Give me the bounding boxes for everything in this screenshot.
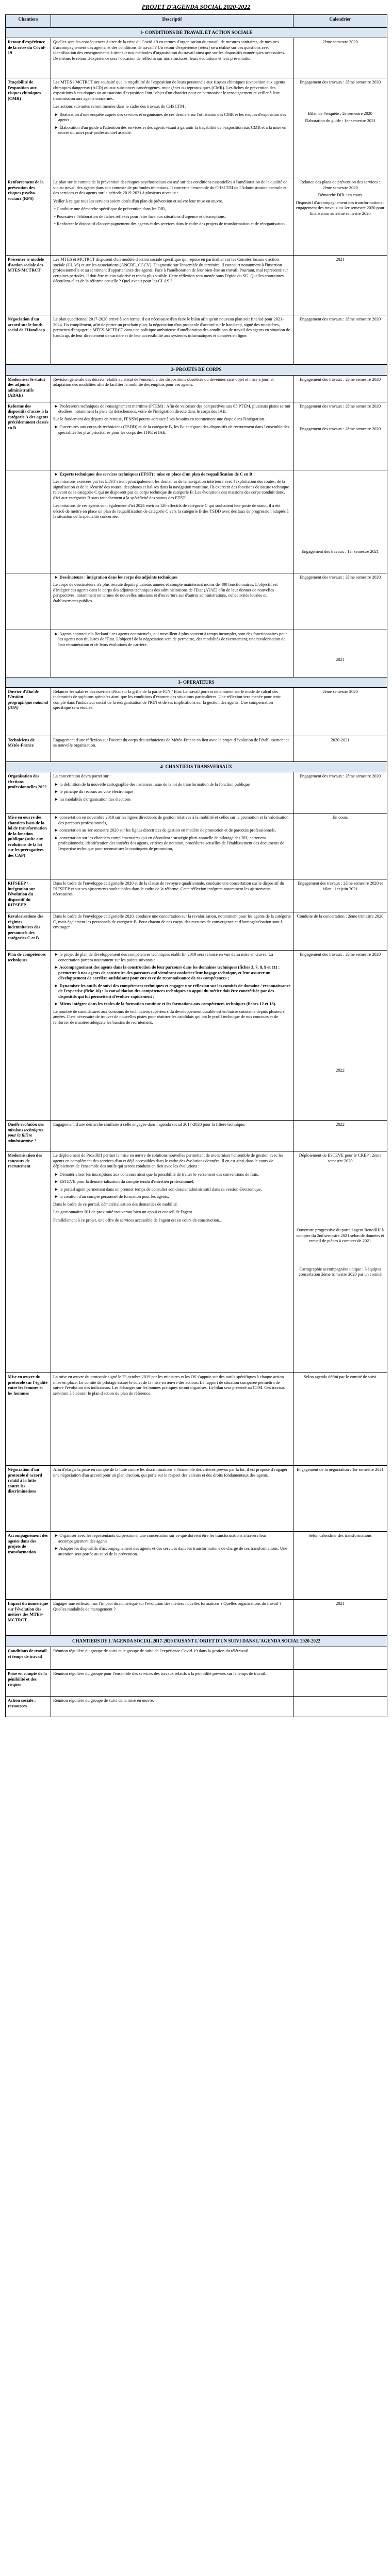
section-heading: 2- PROJETS DE CORPS — [6, 365, 387, 375]
row-label: Quelle évolution des missions techniques pour la filière administrative ? — [6, 1121, 51, 1151]
row-description: Afin d'élargir la prise en compte de la lutte contre les discriminations à l'ensemble des critères prévus par la loi, il est proposé d'engager une négociation d'un accord pour un plan d'action, qui porte sur le respect des valeurs et des droits fondamentaux des agents. — [51, 1466, 293, 1532]
row-description: Les MTES / MCTRCT ont souhaité que la traçabilité de l'exposition de leurs personnels aux risques chimiques (exposition aux agents chimiques dangereux (ACD) ou aux substances cancérogènes, mutagènes ou reprotoxiques (CMR). Les fiches de prévention des expositions à ces risques ou attestations d'exposition l'ont l'objet d'un chantier pour en harmoniser le renseignement et veiller à leur transmission aux agents concernés. Les actions suivantes seront menées dans le cadre des travaux de CHSCTM : ► Réalisation d'une enquête auprès des services et organismes de ces derniers sur l'utilisation des CMR et les risques d'exposition des agents ; ► Élaboration d'un guide à l'attention des services et des agents visant à garantir la traçabilité de l'exposition aux CMR et à la mise en œuvre du suivi post-professionnel associé. — [51, 78, 293, 178]
section-heading: 1- CONDITIONS DE TRAVAIL ET ACTION SOCIALE — [6, 28, 387, 38]
row-label: Reforme des dispositifs d'accès à la catégorie A des agents précédemment classés en B — [6, 402, 51, 470]
bullet-item: • Conduire une démarche spécifique de prévention dans les DIR, — [53, 207, 291, 212]
row-calendar: Engagement des travaux : 2ème semestre 2020 et bilan : 1er juin 2021 — [293, 879, 387, 912]
bullet-item: ► Dynamiser les outils de suivi des compétences techniques et engager une réflexion sur les comités de domaine / reconnaissance de l'expertise (fiche 10) : la consolidation des compétences techniques en appui du métier doit être concrétisée par des dispositifs qui lui permettent d'évoluer rapidement ; — [53, 984, 291, 1000]
table-row — [6, 402, 387, 470]
row-description: Révision générale des décrets relatifs au statut de l'ensemble des dispositions obsolètes ou devenues sans objet et mise à jour, et adaptation des modalités afin de faciliter la mobilité des emplois pour ces agents. — [51, 375, 293, 402]
row-description: Réunion régulière du groupe de suivi de la mise en œuvre. — [51, 1697, 293, 1717]
row-calendar: Engagement des travaux : 2ème semestre 2020 — [293, 772, 387, 814]
table-row — [6, 1532, 387, 1600]
table-row — [6, 772, 387, 814]
bullet-item: ► concertation sur les chantiers complémentaires qui en découlent : stratégie pluri-annuelle de pilotage des RH, entretiens professionnels, identification des intérêts des agents, critères de notation, procédures actuelles de l'établissement des documents de l'expertise technique pour reconstituer le contingent de promotion, — [53, 836, 291, 852]
row-label: Mise en œuvre du protocole sur l'égalité entre les femmes et les hommes — [6, 1373, 51, 1466]
bullet-item: ► concertation en novembre 2019 sur les lignes directrices de gestion relatives à la mobilité et celles sur la promotion et la valorisation des parcours professionnels, — [53, 815, 291, 826]
row-calendar: Engagement des travaux : 2ème semestre 2020 — [293, 573, 387, 630]
table-row — [6, 1373, 387, 1466]
section-heading: 4- CHANTIERS TRANSVERSAUX — [6, 761, 387, 772]
row-calendar: Engagement des travaux : 2ème semestre 2020 Bilan de l'enquête : 2e semestre 2020 Élaboration du guide : 1er semestre 2021 — [293, 78, 387, 178]
row-label: Revalorisations des régimes indemnitaires des personnels des catégories C et B — [6, 912, 51, 951]
row-description: Dans le cadre de l'enveloppe catégorielle 2020 et de la clause de revoyure quadriennale, conduire une concertation sur le dispositif du RIFSEEP et sur ses ajustements souhaitables dans le cadre de la réforme. Cette réflexion intégrera notamment les ajustements nécessaires. — [51, 879, 293, 912]
table-row — [6, 814, 387, 879]
row-label: Moderniser le statut des adjoints administratifs (ADAE) — [6, 375, 51, 402]
table-row — [6, 879, 387, 912]
table-row — [6, 1600, 387, 1636]
bullet-item: ► le projet de plan de développement des compétences techniques établi fin 2019 sera relancé en vue de sa mise en œuvre. La concertation portera notamment sur les points suivants : — [53, 952, 291, 963]
bullet-item: ► Adapter les dispositifs d'accompagnement des agents et des services dans les transformations de charge de ces transformations. Une attention sera portée au suivi de la prévention. — [53, 1546, 291, 1557]
table-row — [6, 1121, 387, 1151]
bullet-item: ► la définition de la nouvelle cartographie des instances issue de la loi de transformation de la fonction publique — [53, 782, 291, 788]
table-row — [6, 470, 387, 573]
bullet-item: ► concertation au 1er semestre 2020 sur les lignes directrices de gestion en matière de promotion et de parcours professionnels, — [53, 828, 291, 834]
bullet-item: ► les modalités d'organisation des élections — [53, 797, 291, 803]
row-label: Traçabilité de l'exposition aux risques chimiques (CMR) — [6, 78, 51, 178]
row-calendar: 2022 — [293, 1121, 387, 1151]
row-label: Mise en œuvre des chantiers issus de la loi de transformation de la fonction publique (suite aux évolutions de la loi sur les prérogatives des CAP) — [6, 814, 51, 879]
row-calendar: Engagement de la négociation : 1er semestre 2021 — [293, 1466, 387, 1532]
section-heading: CHANTIERS DE L'AGENDA SOCIAL 2017-2020 FAISANT L'OBJET D'UN SUIVI DANS L'AGENDA SOCIAL 2020-2022 — [6, 1636, 387, 1647]
bullet-item: ► la création d'un compte personnel de formation pour les agents, — [53, 1194, 291, 1200]
row-calendar: Engagement des travaux : 2ème semestre 2020 2022 — [293, 951, 387, 1121]
table-row — [6, 178, 387, 256]
header-calendrier: Calendrier — [293, 15, 387, 28]
row-description: Le plan sur le compte de la prévention des risques psychosociaux est axé sur des conditions essentielles à l'amélioration de la qualité de vie au travail des agents dans son contexte de profondes mutations. Il concerne l'ensemble du CHSCTM de l'Administration centrale et des services et des agents sur la période 2019-2021 à plusieurs niveaux : Veiller à ce que tous les services soient dotés d'un plan de prévention et suivre leur mise en œuvre. • Conduire une démarche spécifique de prévention dans les DIR, • Poursuivre l'élaboration de fiches réflexes pour faire face aux situations d'urgence et d'exceptions, • Renforcer le dispositif d'accompagnement des agents et des services dans le cadre des projets de transformation et de réorganisation. — [51, 178, 293, 256]
bullet-item: ► ESTEVE pour la dématérialisation du compte rendu d'entretien professionnel, — [53, 1179, 291, 1185]
row-calendar — [293, 1697, 387, 1717]
table-row — [6, 630, 387, 677]
row-description: Réunion régulière du groupe de suivi et le groupe de suivi de l'expérience Covid-19 dans la gestion du télétravail — [51, 1647, 293, 1670]
row-description — [51, 630, 293, 677]
row-description: ► Professeurs techniques de l'enseignement maritime (PTEM) : Afin de valoriser des perspectives aux 65 PTEM, plusieurs pistes seront étudiées, notamment la piste du détachement, voire de l'intégration directe dans le corps des IAE; Sur le fondement des départs en retraite, l'ENSM pourra adresser à ses besoins en recrutement une étape dans l'intégration. ► Ouvertures aux corps de techniciens (TSDD) et de la catégorie B, les B+ intégrant des dispositifs de recrutement dans l'ensemble des spécialités les plus prioritaires pour les corps des ITPE et IAE. — [51, 402, 293, 470]
bullet-item: • Poursuivre l'élaboration de fiches réflexes pour faire face aux situations d'urgence et d'exceptions, — [53, 214, 291, 220]
row-label: Action sociale : ressources — [6, 1697, 51, 1717]
bullet-item: ► le portail agent permettant dans un premier temps de consulter son dossier administratif dans sa version électronique, — [53, 1187, 291, 1193]
row-label: Modernisation des concours de recrutement — [6, 1151, 51, 1373]
header-descriptif: Descriptif — [51, 15, 293, 28]
row-description: ► Experts techniques des services techniques (ETST) : mise en place d'un plan de requalification de C en B : Les missions exercées par les ETST visent principalement les domaines de la navigation intérieure avec l'exploitation des routes, de la signalisation et de la sécurité des routes, des phares et balises dans la navigation maritime. Ils exercent des fonctions de nature technique relevant de la catégorie C qui ne disposent pas de corps technique de catégorie B. Les évolutions des missions des corps conduit donc, d'ici aux catégories B sans rattachement à la spécificité des statuts des ETST. Les missions de ces agents sont également d'ici 2024 environ 120 effectifs de catégorie C qui souhaitent leur poste de statut, il a été décidé de mettre en place un plan de requalification de catégorie C vers la catégorie B des TSDD avec des taux de progression adaptés à la situation de la spécialité concernée. — [51, 470, 293, 573]
bullet-item: ► Experts techniques des services techniques (ETST) : mise en place d'un plan de requalification de C en B : — [53, 472, 291, 478]
row-description: Engager une réflexion sur l'impact du numérique sur l'évolution des métiers : quelles formations ? Quelles organisations du travail ? Quelles modalités de management ? — [51, 1600, 293, 1636]
bullet-item: ► Ouvertures aux corps de techniciens (TSDD) et de la catégorie B, les B+ intégrant des dispositifs de recrutement dans l'ensemble des spécialités les plus prioritaires pour les corps des ITPE et IAE. — [53, 425, 291, 435]
row-label: Négociation d'un protocole d'accord relatif à la lutte contre les discriminations — [6, 1466, 51, 1532]
table-row — [6, 375, 387, 402]
row-label: Prise en compte de la pénibilité et des risques — [6, 1670, 51, 1697]
row-label: Négociation d'un accord sur le fonds social de l'Handicap — [6, 315, 51, 365]
bullet-item: ► le principe du recours au vote électronique — [53, 789, 291, 795]
page-title: PROJET D'AGENDA SOCIAL 2020-2022 — [141, 3, 251, 10]
row-calendar: 2ème semestre 2020 — [293, 38, 387, 78]
table-row — [6, 78, 387, 178]
row-calendar — [293, 1670, 387, 1697]
table-row — [6, 1466, 387, 1532]
table-row — [6, 1151, 387, 1373]
row-label: RIFSEEP / intégration sur l'évolution du dispositif du RIFSEEP — [6, 879, 51, 912]
row-label: Plan de compétences techniques — [6, 951, 51, 1121]
row-description: Réunion régulière du groupe pour l'ensemble des services des travaux relatifs à la pénibilité prévues sur le temps de travail. — [51, 1670, 293, 1697]
row-description: ► Dessinateurs : intégration dans les corps des adjoints techniques Le corps de dessinateurs n'a plus recruté depuis plusieurs années et compte maintenant moins de 400 fonctionnaires. L'objectif est d'intégrer ces agents dans le corps des adjoints techniques des administrations de l'Etat (ATAE) afin de leur donner de nouvelles perspectives, notamment en termes de nouvelles missions et d'ouverture sur d'autres administrations, collectivités locales ou établissements publics. — [51, 573, 293, 630]
row-description: Engagement d'une réflexion sur l'avenir du corps des techniciens de Météo-France en lien avec le projet d'évolution de l'établissement et sa nouvelle organisation. — [51, 736, 293, 761]
table-row — [6, 1647, 387, 1670]
table-row — [6, 573, 387, 630]
bullet-item: • Renforcer le dispositif d'accompagnement des agents et des services dans le cadre des projets de transformation et de réorganisation. — [53, 222, 291, 227]
row-label: Conditions de travail et temps de travail — [6, 1647, 51, 1670]
row-label — [6, 470, 51, 573]
row-calendar: 2021 — [293, 630, 387, 677]
bullet-item: ► Agents contractuels Berkani : ces agents contractuels, qui travaillent à plus souvent à temps incomplet, sont des fonctionnaires pour les agents non titulaires de l'État. L'objectif de la négociation sera de permettre, des modalités de recrutement, une revalorisation de leur rémunération et de leurs évolutions de carrière. — [53, 632, 291, 648]
row-description — [51, 814, 293, 879]
row-description: Engagement d'une démarche similaire à celle engagée dans l'agenda social 2017-2020 pour la filière technique. — [51, 1121, 293, 1151]
agenda-table — [5, 14, 387, 1717]
row-label: Accompagnement des agents dans des projets de transformation — [6, 1532, 51, 1600]
row-calendar: Conduite de la concertation : 2ème trimestre 2020 — [293, 912, 387, 951]
row-calendar: 2021 — [293, 256, 387, 315]
bullet-item: ► Mieux intégrer dans les écoles de la formation continue et les formations aux compétences techniques (fiches 12 et 13). — [53, 1002, 291, 1007]
bullet-item: ► Dématérialiser les inscriptions aux concours ainsi que la possibilité de traiter le versement des conventions de frais. — [53, 1172, 291, 1178]
table-row — [6, 256, 387, 315]
table-row — [6, 912, 387, 951]
bullet-item: ► Accompagnement des agents dans la construction de leur parcours dans les domaines techniques (fiches 3, 7, 8, 9 et 11) : permettre à nos agents de construire des parcours qui viendront conforter leur bagage technique, et leur assurer un développement de carrière satisfaisant pour eux et ce de reconnaissance de ces compétences ; — [53, 965, 291, 981]
row-calendar: 2021 — [293, 1600, 387, 1636]
row-label — [6, 630, 51, 677]
header-chantiers: Chantiers — [6, 15, 51, 28]
table-row — [6, 315, 387, 365]
row-label — [6, 573, 51, 630]
row-description: La concertation devra porter sur : ► la définition de la nouvelle cartographie des instances issue de la loi de transformation de la fonction publique ► le principe du recours au vote électronique ► les modalités d'organisation des élections — [51, 772, 293, 814]
row-description: Relancer les salaires des ouvriers d'état sur la grille de la parité IGN / Etat. Le travail portera notamment sur le mode de calcul des indemnités de sujétions spéciales ainsi que les conditions d'examen des situations particulières. Une réflexion sera menée pour tenir compte dans l'indicateur social de la réorganisation de l'IGN et de ses implications sur la gestion des agents. Une compensation spécifique sera étudiée. — [51, 687, 293, 736]
row-description: La mise en œuvre du protocole signé le 23 octobre 2019 par les ministres et les OS s'appuie sur des outils spécifiques à chaque action mise en place. Le comité de pilotage assure le suivi de la mise en œuvre des actions. Le rapport de situation comparée permettra de suivre l'évolution des indicateurs. Les échanges sur les bonnes pratiques seront organisés. Le bilan sera présenté au CTM. Ces travaux serviront à élaborer le plan d'action du plan de référence. — [51, 1373, 293, 1466]
row-label: Renforcement de la prévention des risques psycho-sociaux (RPS) — [6, 178, 51, 256]
row-label: Organisation des élections professionnelles 2022 — [6, 772, 51, 814]
row-calendar: En cours — [293, 814, 387, 879]
row-description: Le déploiement de Proxilliff permet la mise en œuvre de solutions nouvelles permettant de moderniser l'ensemble de gestion avec les agents en complément des services d'un et déjà accessibles dans le cadre des évolutions données. Il en est ainsi dans le cours de déploiement de l'ensemble des outils qui seront conduits en lien avec les évolutions : ► Dématérialiser les inscriptions aux concours ainsi que la possibilité de traiter le versement des conventions de frais. ► ESTEVE pour la dématérialisation du compte rendu d'entretien professionnel, ► le portail agent permettant dans un premier temps de consulter son dossier administratif dans sa version électronique, ► la création d'un compte personnel de formation pour les agents, Dans le cadre de ce portail, dématérialisation des demandes de mobilité. Les gestionnaires RH de proximité trouveront bien un appui et conseil de l'agent. Parallèlement à ce projet, une offre de services accessible de l'agent est en cours de construction... — [51, 1151, 293, 1373]
table-row — [6, 687, 387, 736]
row-label: Impact du numérique sur l'évolution des métiers des MTES-MCTRCT — [6, 1600, 51, 1636]
row-description: Le plan quadriennal 2017-2020 arrivé à son terme, il est nécessaire d'en faire le bilan afin qu'un nouveau plan soit finalisé pour 2021-2024. En complément, afin de porter un prochain plan, la négociation d'un protocole d'accord sur le handicap, signé des ministères, permettra d'engager le MTES-MCTRCT dans une politique ambitieuse d'amélioration des conditions de travail des agents en situation de handicap, de leur directement de carrière et de leur accessibilité aux systèmes informatiques et données en ligne. — [51, 315, 293, 365]
row-label: Techniciens de Météo-France — [6, 736, 51, 761]
table-row — [6, 38, 387, 78]
section-heading: 3- OPERATEURS — [6, 677, 387, 687]
row-calendar: Déploiement de ESTEVE pour le CREP : 2ème semestre 2020 Ouverture progressive du portail agent RenoiRH à compter du 2nd semestre 2021 selon de données et recueil de pièces à compter de 2021 Cartographie accompagnées unique : 3 équipes concertation 2ème trimestre 2020 par un comité — [293, 1151, 387, 1373]
row-calendar: 2ème semestre 2020 — [293, 687, 387, 736]
row-calendar: 2020-2021 — [293, 736, 387, 761]
row-label: Ouvrier d'Etat de l'Institut géographique national (IGN) — [6, 687, 51, 736]
table-row — [6, 951, 387, 1121]
bullet-item: ► Organiser avec les représentants du personnel une concertation sur ce que doivent être les transformations à travers leur accompagnement des agents. — [53, 1533, 291, 1544]
table-row — [6, 1670, 387, 1697]
bullet-item: ► Professeurs techniques de l'enseignement maritime (PTEM) : Afin de valoriser des perspectives aux 65 PTEM, plusieurs pistes seront étudiées, notamment la piste du détachement, voire de l'intégration directe dans le corps des IAE; — [53, 404, 291, 415]
row-label: Présenter le modèle d'action sociale des MTES-MCTRCT — [6, 256, 51, 315]
bullet-item: ► Dessinateurs : intégration dans les corps des adjoints techniques — [53, 575, 291, 581]
row-calendar: Selon calendrier des transformations — [293, 1532, 387, 1600]
header-row — [6, 15, 387, 28]
row-description — [51, 1532, 293, 1600]
row-description: Quelles sont les conséquences à tirer de la crise du Covid-19 en termes d'organisation du travail, de mesures sanitaires, de mesures d'accompagnement des agents, et des conditions de travail ? Un retour d'expérience (retex) sera réalisé sur ces questions avec identification des enseignements à tirer sur nos méthodes d'organisation du travail ainsi que sur les dispositifs numériques nécessaires. De même, le retour d'expérience sera l'occasion de réfléchir sur nos structures, leurs évolutions et leur présentation. — [51, 38, 293, 78]
table-row — [6, 736, 387, 761]
row-calendar: Engagement des travaux : 2ème semestre 2020 Engagement des travaux : 2ème semestre 2020 — [293, 402, 387, 470]
row-calendar: Engagement des travaux : 2ème semestre 2020 — [293, 315, 387, 365]
row-description: Les MTES et MCTRCT disposent d'un modèle d'action sociale spécifique qui repose en particulier sur les Comités locaux d'action sociale (CLAS) et sur les associations (ANCRE, CGCV). Diagnostic sur l'ensemble du territoire, il concourt notamment à l'insertion professionnelle et au sentiment d'appartenance des agents. Face à l'amélioration de leur bien-être au travail. Pourtant, mal représenté sur certaines périodes, il doit être mieux valorisé et rendu plus visible. Cette réflexion sera menée sous l'égide du SG. Quelles contraintes découlent-elles de la réforme actuelle ? Quel avenir pour les CLAS ? — [51, 256, 293, 315]
row-calendar: Selon agenda défini par le comité de suivi — [293, 1373, 387, 1466]
row-calendar: Engagement des travaux : 2ème semestre 2020 — [293, 375, 387, 402]
bullet-item: ► Élaboration d'un guide à l'attention des services et des agents visant à garantir la traçabilité de l'exposition aux CMR et à la mise en œuvre du suivi post-professionnel associé. — [53, 125, 291, 136]
table-row — [6, 1697, 387, 1717]
row-calendar: Relance des plans de prévention des services : 2ème semestre 2020 Démarche DIR : en cours Dispositif d'accompagnement des transformations : engagement des travaux au 1er semestre 2020 pour finalisation au 2ème semestre 2020 — [293, 178, 387, 256]
bullet-item: ► Réalisation d'une enquête auprès des services et organismes de ces derniers sur l'utilisation des CMR et les risques d'exposition des agents ; — [53, 112, 291, 123]
row-description: ► le projet de plan de développement des compétences techniques établi fin 2019 sera relancé en vue de sa mise en œuvre. La concertation portera notamment sur les points suivants : ► Accompagnement des agents dans la construction de leur parcours dans les domaines techniques (fiches 3, 7, 8, 9 et 11) : permettre à nos agents de construire des parcours qui viendront conforter leur bagage technique, et leur assurer un développement de carrière satisfaisant pour eux et ce de reconnaissance de ces compétences ; ► Dynamiser les outils de suivi des compétences techniques et engager une réflexion sur les comités de domaine / reconnaissance de l'expertise (fiche 10) : la consolidation des compétences techniques en appui du métier doit être concrétisée par des dispositifs qui lui permettent d'évoluer rapidement ; ► Mieux intégrer dans les écoles de la formation continue et les formations aux compétences techniques (fiches 12 et 13). Le nombre de candidatures aux concours de techniciens supérieurs du développement durable est en baisse constante depuis plusieurs années. Il est nécessaire de trouver de nouvelles pistes pour réattirer les candidats qui ont le profil technique de nos concours et de renforcer de manière adéquate les bassins de recrutement. — [51, 951, 293, 1121]
row-description: Dans le cadre de l'enveloppe catégorielle 2020, conduire une concertation sur la revalorisation, notamment pour les agents de la catégorie C, mais également les personnels de catégorie B. Pour chacun de ces corps, des mesures de convergence et d'homogénéisation sont à envisager. — [51, 912, 293, 951]
row-calendar — [293, 1647, 387, 1670]
row-calendar: Engagement des travaux : 1er semestre 2021 — [293, 470, 387, 573]
row-label: Retour d'expérience de la crise du Covid-19 — [6, 38, 51, 78]
